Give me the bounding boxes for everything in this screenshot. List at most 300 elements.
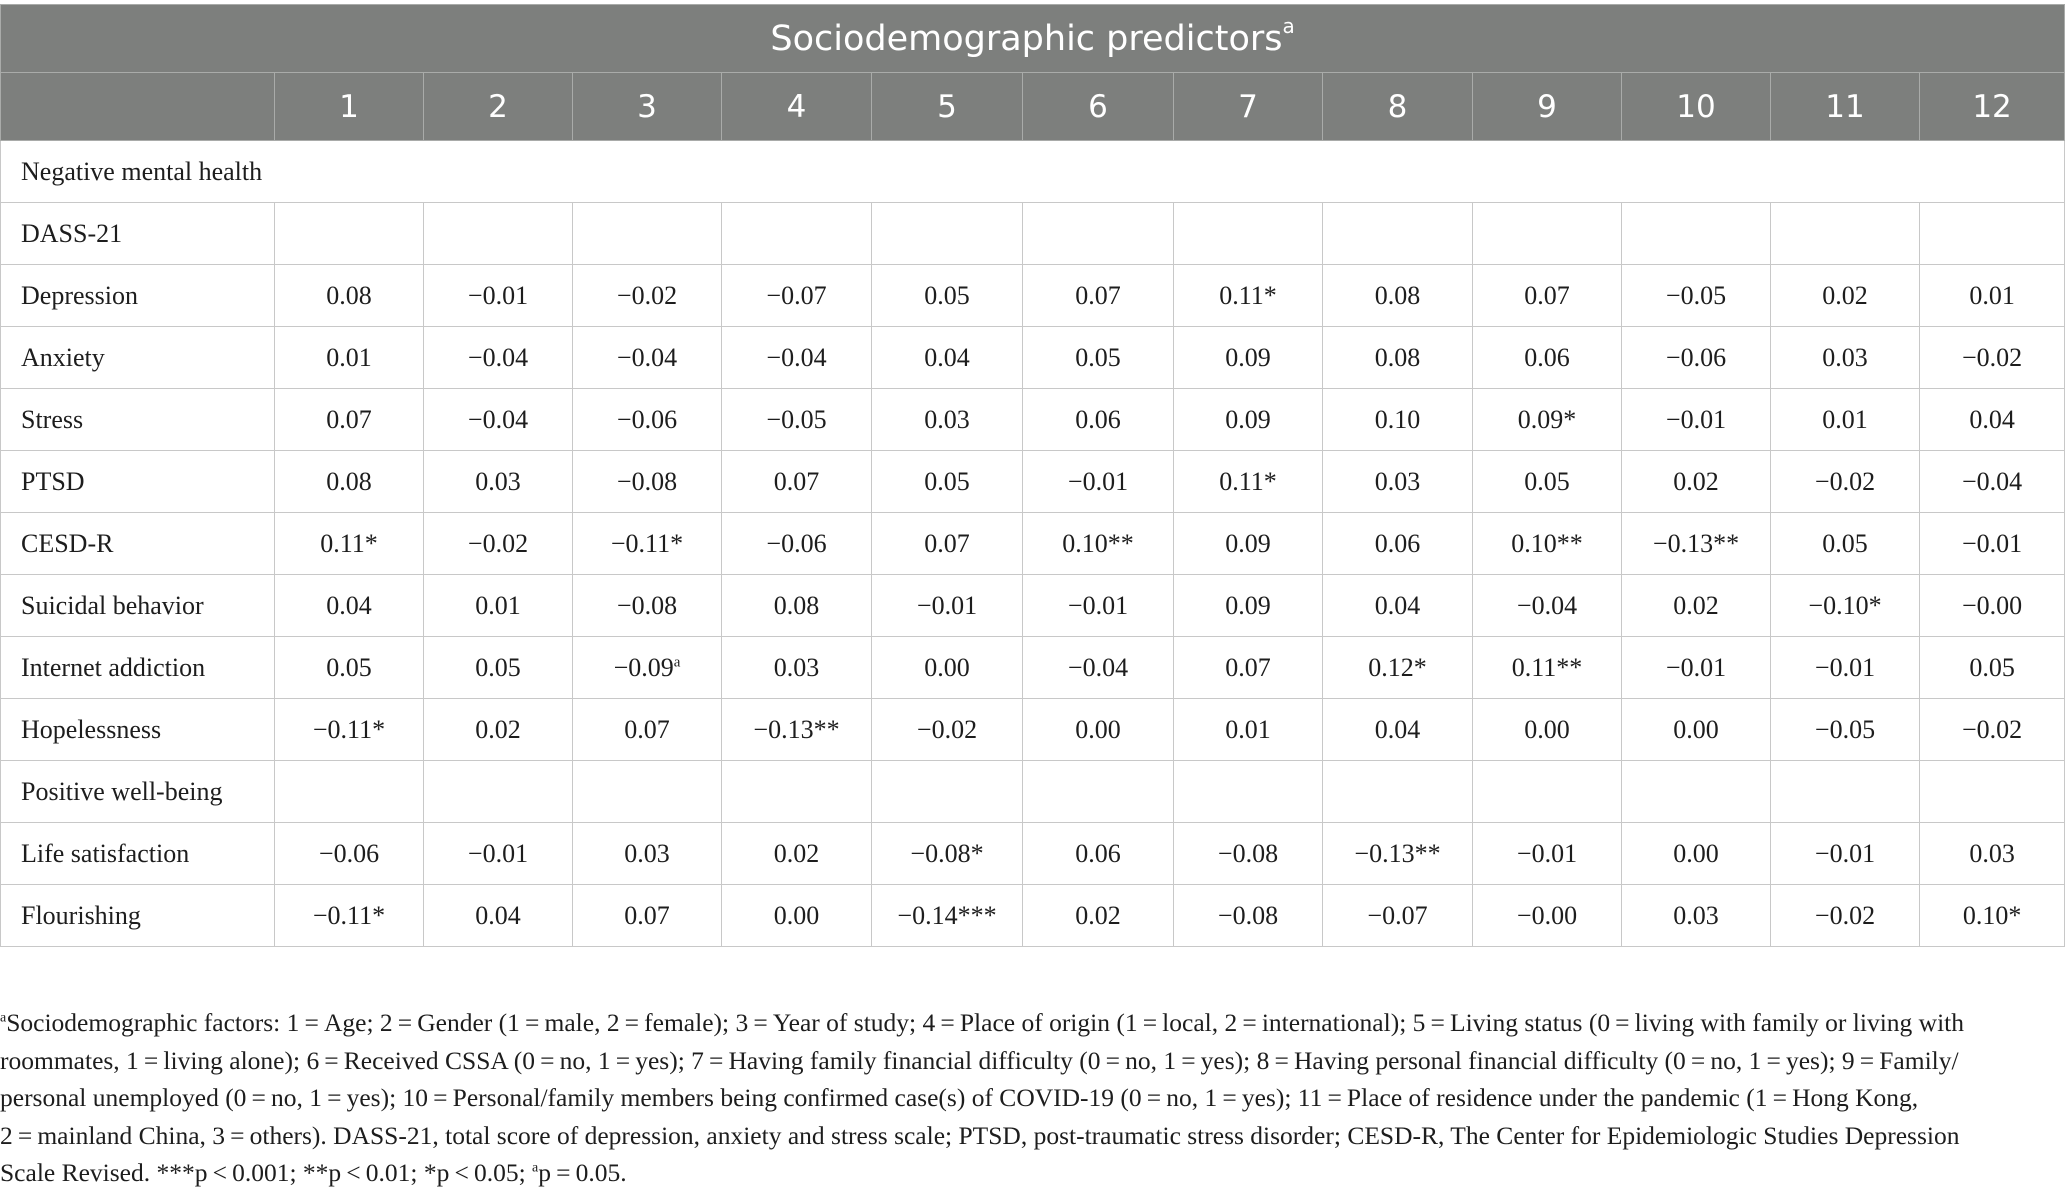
table-cell: [1622, 451, 1771, 513]
table-cell: [1920, 203, 2065, 265]
table-cell: [1174, 513, 1323, 575]
table-cell: [424, 327, 573, 389]
table-cell: [1771, 389, 1920, 451]
table-cell: [722, 513, 872, 575]
table-cell: [1323, 389, 1473, 451]
cell-value: 0.01: [1225, 714, 1271, 744]
table-cell: [1174, 327, 1323, 389]
cell-value: 0.00: [1673, 838, 1719, 868]
table-cell: [1920, 265, 2065, 327]
column-header: 2: [424, 73, 573, 141]
footnote-text: roommates, 1 = living alone); 6 = Received CSSA (0 = no, 1 = yes); 7 = Having family financial difficulty (0 = no, 1 = yes); 8 = Having personal financial difficulty (0 = no, 1 = yes); 9 = Family/: [0, 1045, 1959, 1075]
table-cell: [1622, 637, 1771, 699]
table-cell: [1023, 699, 1174, 761]
table-cell: [1920, 761, 2065, 823]
table-cell: [1920, 513, 2065, 575]
cell-value: −0.05: [1665, 280, 1727, 310]
table-cell: [573, 885, 722, 947]
column-header: 10: [1622, 73, 1771, 141]
cell-value: −0.00: [1516, 900, 1578, 930]
cell-value: 0.07: [326, 404, 372, 434]
column-header: 6: [1023, 73, 1174, 141]
cell-value: 0.01: [1969, 280, 2015, 310]
table-cell: [722, 451, 872, 513]
cell-value: 0.06: [1075, 404, 1121, 434]
table-cell: [1174, 699, 1323, 761]
cell-value: 0.03: [1673, 900, 1719, 930]
table-cell: [722, 699, 872, 761]
cell-value: 0.08: [773, 590, 820, 620]
cell-value: 0.06: [1524, 342, 1570, 372]
cell-value: −0.02: [1961, 342, 2023, 372]
table-cell: [1473, 823, 1622, 885]
row-label: Stress: [1, 389, 275, 451]
cell-value: 0.11*: [1219, 280, 1277, 310]
cell-value: 0.09: [1225, 404, 1271, 434]
table-cell: [1023, 637, 1174, 699]
cell-value: −0.11*: [312, 900, 386, 930]
table-row: [1, 265, 2065, 327]
table-cell: [872, 823, 1023, 885]
table-cell: [1622, 203, 1771, 265]
table-title-superscript: a: [1282, 13, 1295, 38]
cell-value: 0.08: [1374, 280, 1421, 310]
row-label: Anxiety: [1, 327, 275, 389]
table-cell: [1920, 575, 2065, 637]
column-header: 5: [872, 73, 1023, 141]
table-title-row: [1, 5, 2065, 73]
cell-value: −0.08: [616, 590, 678, 620]
cell-value: 0.07: [1524, 280, 1570, 310]
table-cell: [872, 699, 1023, 761]
table-cell: [872, 885, 1023, 947]
cell-value: −0.04: [1067, 652, 1129, 682]
cell-value: 0.10**: [1062, 528, 1134, 558]
column-header: 11: [1771, 73, 1920, 141]
cell-value: 0.02: [1822, 280, 1868, 310]
cell-value: 0.01: [326, 342, 372, 372]
cell-value: 0.05: [326, 652, 372, 682]
table-cell: [1323, 761, 1473, 823]
footnote-line: [0, 1004, 2060, 1042]
table-cell: [275, 575, 424, 637]
table-cell: [1473, 761, 1622, 823]
row-label: Positive well-being: [1, 761, 275, 823]
table-cell: [722, 575, 872, 637]
table-cell: [424, 451, 573, 513]
cell-value: −0.01: [467, 838, 529, 868]
row-label: PTSD: [1, 451, 275, 513]
cell-value: −0.01: [1814, 838, 1876, 868]
table-cell: [573, 327, 722, 389]
cell-value: −0.13**: [1354, 838, 1441, 868]
table-cell: [1323, 327, 1473, 389]
table-cell: [1323, 885, 1473, 947]
cell-value: 0.04: [1374, 590, 1421, 620]
cell-value: −0.07: [1367, 900, 1428, 930]
table-cell: [275, 699, 424, 761]
footnote-text: Sociodemographic factors: 1 = Age; 2 = Gender (1 = male, 2 = female); 3 = Year of study; 4 = Place of origin (1 = local, 2 = international); 5 = Living status (0 = living with family or living with: [6, 1008, 1965, 1037]
cell-value: 0.07: [624, 714, 670, 744]
cell-value: 0.05: [1822, 528, 1868, 558]
cell-value: 0.10: [1374, 404, 1421, 434]
column-header: 9: [1473, 73, 1622, 141]
cell-value: −0.06: [766, 528, 827, 558]
cell-value: 0.00: [924, 652, 970, 682]
table-cell: [1023, 265, 1174, 327]
cell-value: 0.12*: [1368, 652, 1427, 682]
table-cell: [573, 823, 722, 885]
cell-value: −0.14***: [897, 900, 997, 930]
table-cell: [1473, 265, 1622, 327]
table-cell: [1323, 265, 1473, 327]
table-cell: [573, 203, 722, 265]
table-cell: [1473, 575, 1622, 637]
table-cell: [1473, 327, 1622, 389]
footnote-text: personal unemployed (0 = no, 1 = yes); 10 = Personal/family members being confirmed case(s) of COVID-19 (0 = no, 1 = yes); 11 = Place of residence under the pandemic (1 = Hong Kong,: [0, 1083, 1919, 1112]
cell-value: 0.05: [1524, 466, 1570, 496]
cell-value: −0.01: [1961, 528, 2023, 558]
row-label: DASS-21: [1, 203, 275, 265]
table-cell: [275, 761, 424, 823]
footnote-text: 2 = mainland China, 3 = others). DASS-21, total score of depression, anxiety and stress scale; PTSD, post-traumatic stress disorder; CESD-R, The Center for Epidemiologic Studies Depression: [0, 1120, 1960, 1150]
table-cell: [1023, 451, 1174, 513]
cell-value: −0.00: [1961, 590, 2023, 620]
table-cell: [1920, 327, 2065, 389]
table-row: [1, 451, 2065, 513]
cell-value: −0.02: [1961, 714, 2023, 744]
table-cell: [275, 451, 424, 513]
cell-value: 0.03: [924, 404, 970, 434]
cell-value: −0.04: [766, 342, 827, 372]
cell-value: 0.09: [1225, 528, 1271, 558]
table-cell: [275, 265, 424, 327]
cell-value: 0.03: [624, 838, 670, 868]
cell-value: −0.08*: [910, 838, 984, 868]
table-row: [1, 885, 2065, 947]
table-cell: [1622, 389, 1771, 451]
cell-value: −0.11*: [312, 714, 386, 744]
table-cell: [1023, 389, 1174, 451]
cell-value: 0.00: [1524, 714, 1570, 744]
table-cell: [722, 761, 872, 823]
table-cell: [275, 885, 424, 947]
cell-value: 0.02: [475, 714, 521, 744]
table-cell: [1771, 823, 1920, 885]
cell-value: 0.04: [475, 900, 521, 930]
table-footnote: [0, 1004, 2060, 1192]
cell-value: 0.05: [924, 280, 970, 310]
table-cell: [872, 203, 1023, 265]
row-label: Internet addiction: [1, 637, 275, 699]
footnote-line: [0, 1079, 2060, 1117]
cell-value: 0.03: [773, 652, 820, 682]
cell-value: 0.00: [1075, 714, 1121, 744]
cell-value: 0.08: [1374, 342, 1421, 372]
cell-value: 0.11*: [320, 528, 378, 558]
cell-value: −0.04: [467, 404, 529, 434]
cell-value: −0.04: [1516, 590, 1578, 620]
cell-value: −0.04: [1961, 466, 2023, 496]
row-label: Suicidal behavior: [1, 575, 275, 637]
cell-value: 0.00: [1673, 714, 1719, 744]
cell-value: 0.05: [1969, 652, 2015, 682]
cell-value: 0.05: [1075, 342, 1121, 372]
table-cell: [275, 823, 424, 885]
table-cell: [573, 699, 722, 761]
table-cell: [872, 513, 1023, 575]
table-cell: [1473, 451, 1622, 513]
results-table: [0, 4, 2065, 947]
table-cell: [1920, 823, 2065, 885]
cell-value: −0.01: [1067, 466, 1129, 496]
row-label: Flourishing: [1, 885, 275, 947]
table-cell: [1473, 885, 1622, 947]
cell-value: 0.00: [773, 900, 820, 930]
table-row: [1, 141, 2065, 203]
table-cell: [275, 203, 424, 265]
table-cell: [275, 513, 424, 575]
table-cell: [1622, 761, 1771, 823]
column-header-row: [1, 73, 2065, 141]
table-row: [1, 389, 2065, 451]
table-cell: [1174, 451, 1323, 513]
table-cell: [1473, 513, 1622, 575]
table-title-text: Sociodemographic predictors: [770, 18, 1283, 59]
row-label: Life satisfaction: [1, 823, 275, 885]
table-title: [1, 5, 2065, 73]
cell-value: −0.04: [616, 342, 678, 372]
table-cell: [872, 389, 1023, 451]
table-cell: [275, 327, 424, 389]
cell-value: −0.06: [616, 404, 678, 434]
table-cell: [722, 389, 872, 451]
cell-value: 0.11**: [1511, 652, 1583, 682]
footnote-marker: a: [532, 1160, 539, 1176]
table-cell: [1023, 203, 1174, 265]
table-row: [1, 513, 2065, 575]
table-cell: [424, 265, 573, 327]
table-cell: [1771, 203, 1920, 265]
table-cell: [424, 885, 573, 947]
column-header: 3: [573, 73, 722, 141]
table-cell: [1174, 761, 1323, 823]
column-header: 7: [1174, 73, 1323, 141]
row-label: CESD-R: [1, 513, 275, 575]
table-cell: [872, 575, 1023, 637]
cell-value: −0.06: [318, 838, 380, 868]
table-cell: [1771, 513, 1920, 575]
table-body: [1, 141, 2065, 947]
cell-value: 0.09: [1225, 342, 1271, 372]
cell-value: −0.02: [1814, 900, 1876, 930]
cell-value: −0.02: [916, 714, 978, 744]
cell-value: 0.04: [924, 342, 970, 372]
table-cell: [1771, 327, 1920, 389]
table-cell: [573, 389, 722, 451]
cell-value: 0.09: [1225, 590, 1271, 620]
cell-value: 0.05: [475, 652, 521, 682]
table-cell: [1622, 265, 1771, 327]
cell-value: 0.02: [1673, 590, 1719, 620]
cell-value: 0.03: [1822, 342, 1868, 372]
cell-value: −0.08: [616, 466, 678, 496]
table-row: [1, 761, 2065, 823]
table-cell: [1771, 575, 1920, 637]
table-cell: [722, 823, 872, 885]
table-cell: [722, 203, 872, 265]
table-cell: [424, 203, 573, 265]
cell-value: −0.01: [1665, 652, 1727, 682]
table-cell: [424, 761, 573, 823]
table-cell: [573, 265, 722, 327]
table-cell: [1174, 637, 1323, 699]
column-header: 12: [1920, 73, 2065, 141]
table-cell: [1622, 699, 1771, 761]
table-cell: [1920, 389, 2065, 451]
table-cell: [872, 637, 1023, 699]
table-cell: [275, 389, 424, 451]
table-cell: [1771, 885, 1920, 947]
footnote-line: [0, 1154, 2060, 1192]
cell-value: 0.06: [1374, 528, 1421, 558]
cell-value: −0.13**: [1652, 528, 1740, 558]
table-cell: [1323, 575, 1473, 637]
cell-value: 0.07: [1075, 280, 1121, 310]
cell-value: −0.08: [1217, 900, 1279, 930]
table-cell: [573, 637, 722, 699]
cell-value: −0.11*: [610, 528, 684, 558]
cell-value: −0.06: [1665, 342, 1727, 372]
table-cell: [722, 885, 872, 947]
table-cell: [1174, 575, 1323, 637]
row-label: Negative mental health: [1, 141, 2065, 203]
table-cell: [1023, 823, 1174, 885]
table-cell: [573, 575, 722, 637]
table-row: [1, 327, 2065, 389]
table-cell: [1622, 575, 1771, 637]
cell-value: 0.10**: [1511, 528, 1583, 558]
table-cell: [573, 513, 722, 575]
cell-value: −0.13**: [753, 714, 840, 744]
table-cell: [1771, 699, 1920, 761]
table-cell: [424, 513, 573, 575]
table-cell: [1622, 823, 1771, 885]
row-label: Hopelessness: [1, 699, 275, 761]
cell-value: −0.09: [613, 652, 674, 682]
table-cell: [1622, 513, 1771, 575]
cell-value: 0.01: [475, 590, 521, 620]
table-cell: [424, 389, 573, 451]
table-row: [1, 637, 2065, 699]
cell-value: −0.08: [1217, 838, 1279, 868]
column-header: 4: [722, 73, 872, 141]
footnote-marker: a: [0, 1010, 7, 1026]
table-cell: [1174, 389, 1323, 451]
column-header: 1: [275, 73, 424, 141]
cell-value: 0.10*: [1962, 900, 2022, 930]
cell-value: 0.03: [1374, 466, 1421, 496]
cell-value: 0.05: [924, 466, 970, 496]
table-row: [1, 575, 2065, 637]
footnote-line: [0, 1042, 2060, 1080]
cell-value: 0.07: [773, 466, 820, 496]
table-cell: [1473, 637, 1622, 699]
table-cell: [1023, 513, 1174, 575]
table-cell: [1023, 761, 1174, 823]
cell-value: 0.07: [924, 528, 970, 558]
table-cell: [872, 761, 1023, 823]
table-cell: [275, 637, 424, 699]
table-cell: [1023, 327, 1174, 389]
table-cell: [424, 699, 573, 761]
table-cell: [1323, 637, 1473, 699]
cell-value: 0.03: [475, 466, 521, 496]
cell-value: 0.03: [1969, 838, 2015, 868]
table-row: [1, 203, 2065, 265]
table-cell: [424, 637, 573, 699]
table-cell: [1622, 327, 1771, 389]
footnote-line: [0, 1117, 2060, 1155]
table-cell: [1023, 885, 1174, 947]
cell-value: −0.04: [467, 342, 529, 372]
cell-value: −0.02: [467, 528, 529, 558]
table-cell: [424, 823, 573, 885]
table-cell: [872, 265, 1023, 327]
table-cell: [872, 327, 1023, 389]
cell-value: 0.02: [1075, 900, 1121, 930]
table-cell: [1174, 265, 1323, 327]
cell-value: −0.01: [916, 590, 978, 620]
column-header: 8: [1323, 73, 1473, 141]
table-cell: [1323, 823, 1473, 885]
cell-value: −0.07: [766, 280, 827, 310]
table-cell: [1174, 823, 1323, 885]
cell-value: 0.04: [1374, 714, 1421, 744]
table-cell: [573, 451, 722, 513]
cell-value: 0.07: [624, 900, 670, 930]
table-cell: [1174, 203, 1323, 265]
cell-value: 0.08: [326, 466, 372, 496]
footnote-text: Scale Revised. ***p < 0.001; **p < 0.01; *p < 0.05;: [0, 1158, 533, 1187]
cell-value: 0.08: [326, 280, 372, 310]
table-cell: [424, 575, 573, 637]
table-cell: [1323, 513, 1473, 575]
cell-value: −0.02: [616, 280, 678, 310]
cell-value: −0.02: [1814, 466, 1876, 496]
table-cell: [1771, 637, 1920, 699]
table-cell: [1622, 885, 1771, 947]
table-cell: [1473, 699, 1622, 761]
cell-value: 0.02: [1673, 466, 1719, 496]
cell-value: −0.01: [1067, 590, 1129, 620]
cell-value: −0.01: [1665, 404, 1727, 434]
table-cell: [1920, 637, 2065, 699]
table-cell: [1473, 389, 1622, 451]
table-cell: [722, 265, 872, 327]
cell-value: −0.01: [1814, 652, 1876, 682]
table-cell: [872, 451, 1023, 513]
cell-value: −0.01: [467, 280, 529, 310]
table-cell: [1023, 575, 1174, 637]
cell-value: 0.06: [1075, 838, 1121, 868]
table-cell: [1323, 699, 1473, 761]
table-cell: [1323, 451, 1473, 513]
cell-value: 0.04: [326, 590, 372, 620]
table-cell: [1771, 265, 1920, 327]
table-row: [1, 823, 2065, 885]
row-label: Depression: [1, 265, 275, 327]
